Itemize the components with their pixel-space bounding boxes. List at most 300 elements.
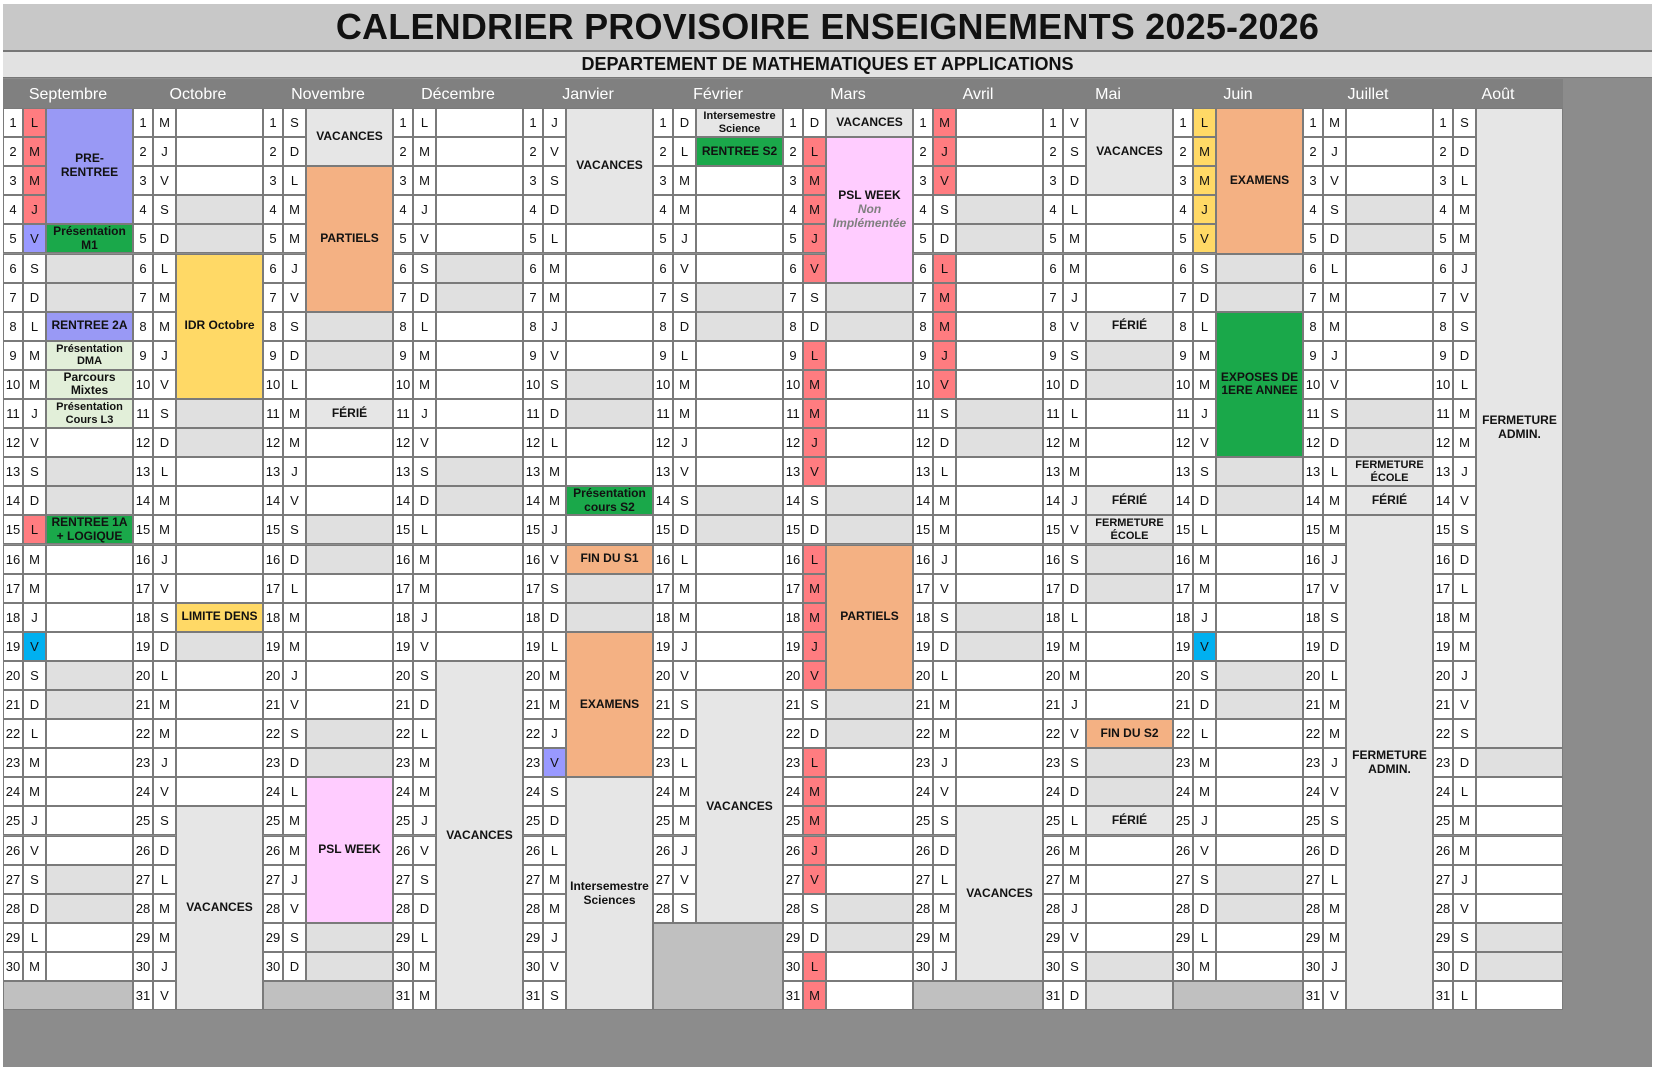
day-letter: J: [1323, 545, 1346, 574]
activity-cell: [176, 632, 263, 661]
day-number: 1: [1043, 108, 1063, 137]
day-letter: M: [543, 486, 566, 515]
activity-cell: [46, 283, 133, 312]
event-label: EXAMENS: [1229, 172, 1290, 187]
event-label: VACANCES: [966, 885, 1033, 900]
day-number: 27: [3, 865, 23, 894]
day-number: 22: [133, 719, 153, 748]
activity-cell: [176, 515, 263, 544]
day-number: 6: [783, 254, 803, 283]
day-number: 10: [653, 370, 673, 399]
day-number: 30: [523, 952, 543, 981]
day-letter: D: [933, 632, 956, 661]
day-letter: J: [543, 719, 566, 748]
activity-cell: [1086, 865, 1173, 894]
day-number: 30: [263, 952, 283, 981]
day-number: 13: [783, 457, 803, 486]
activity-cell: [436, 457, 523, 486]
day-letter: D: [803, 515, 826, 544]
event-label: FÉRIÉ: [331, 405, 368, 420]
day-letter: M: [153, 690, 176, 719]
day-letter: J: [153, 748, 176, 777]
day-number: 15: [263, 515, 283, 544]
day-number: 2: [133, 137, 153, 166]
day-number: 12: [783, 428, 803, 457]
event-block: [1086, 806, 1173, 835]
event-label: VACANCES: [186, 900, 253, 915]
day-letter: M: [1453, 428, 1476, 457]
activity-cell: [956, 690, 1043, 719]
day-letter: M: [153, 283, 176, 312]
day-letter: J: [803, 224, 826, 253]
day-letter: S: [1063, 341, 1086, 370]
activity-cell: [46, 865, 133, 894]
activity-cell: [1216, 283, 1303, 312]
day-number: 23: [393, 748, 413, 777]
activity-cell: [1476, 777, 1563, 806]
day-number: 2: [1043, 137, 1063, 166]
day-letter: J: [1193, 806, 1216, 835]
day-letter: J: [1323, 137, 1346, 166]
day-letter: V: [803, 865, 826, 894]
day-letter: M: [413, 981, 436, 1010]
day-letter: J: [1323, 952, 1346, 981]
day-letter: S: [1063, 137, 1086, 166]
day-number: 8: [133, 312, 153, 341]
activity-cell: [176, 661, 263, 690]
activity-cell: [1216, 952, 1303, 981]
day-number: 7: [1433, 283, 1453, 312]
month-header: Août: [1433, 79, 1563, 111]
day-number: 16: [133, 545, 153, 574]
activity-cell: [1346, 137, 1433, 166]
day-number: 17: [783, 574, 803, 603]
day-letter: J: [803, 428, 826, 457]
day-number: 2: [393, 137, 413, 166]
activity-cell: [306, 428, 393, 457]
day-letter: L: [283, 574, 306, 603]
day-number: 4: [393, 195, 413, 224]
day-letter: M: [1323, 108, 1346, 137]
day-number: 28: [1173, 894, 1193, 923]
day-number: 28: [1303, 894, 1323, 923]
day-number: 1: [1303, 108, 1323, 137]
day-number: 1: [133, 108, 153, 137]
day-number: 20: [3, 661, 23, 690]
activity-cell: [176, 545, 263, 574]
day-letter: J: [543, 923, 566, 952]
day-number: 31: [523, 981, 543, 1010]
day-letter: M: [153, 719, 176, 748]
day-letter: D: [673, 719, 696, 748]
day-letter: M: [1323, 515, 1346, 544]
day-number: 14: [913, 486, 933, 515]
day-letter: D: [283, 545, 306, 574]
event-block: [1476, 108, 1563, 748]
event-block: [566, 777, 653, 1010]
day-letter: D: [1323, 428, 1346, 457]
event-block: [1346, 486, 1433, 515]
day-number: 19: [523, 632, 543, 661]
day-number: 11: [1043, 399, 1063, 428]
day-number: 11: [1433, 399, 1453, 428]
day-letter: M: [1063, 428, 1086, 457]
activity-cell: [306, 603, 393, 632]
activity-cell: [826, 836, 913, 865]
day-number: 8: [3, 312, 23, 341]
day-letter: M: [23, 166, 46, 195]
activity-cell: [696, 224, 783, 253]
day-letter: S: [1453, 719, 1476, 748]
day-letter: D: [1453, 341, 1476, 370]
day-letter: D: [283, 748, 306, 777]
day-number: 6: [393, 254, 413, 283]
day-letter: S: [673, 486, 696, 515]
activity-cell: [176, 195, 263, 224]
day-letter: J: [933, 137, 956, 166]
activity-cell: [1086, 283, 1173, 312]
day-letter: D: [543, 603, 566, 632]
event-label: Présentation Cours L3: [56, 400, 123, 426]
day-number: 25: [1433, 806, 1453, 835]
day-letter: L: [1063, 195, 1086, 224]
day-number: 5: [783, 224, 803, 253]
activity-cell: [436, 254, 523, 283]
day-number: 25: [653, 806, 673, 835]
day-number: 8: [913, 312, 933, 341]
day-letter: S: [153, 399, 176, 428]
day-number: 18: [1433, 603, 1453, 632]
day-letter: V: [1193, 428, 1216, 457]
event-label: Intersemestre Sciences: [570, 878, 649, 907]
event-block: [306, 399, 393, 428]
month-header: Janvier: [523, 79, 653, 111]
activity-cell: [1216, 545, 1303, 574]
day-number: 8: [1173, 312, 1193, 341]
day-letter: M: [1323, 894, 1346, 923]
day-number: 30: [133, 952, 153, 981]
day-number: 14: [523, 486, 543, 515]
day-letter: S: [23, 661, 46, 690]
event-label: EXAMENS: [579, 696, 640, 711]
day-letter: M: [153, 312, 176, 341]
activity-cell: [306, 923, 393, 952]
day-number: 19: [133, 632, 153, 661]
day-number: 3: [783, 166, 803, 195]
activity-cell: [566, 224, 653, 253]
day-letter: J: [1063, 283, 1086, 312]
event-block: [306, 108, 393, 166]
month-header: Juillet: [1303, 79, 1433, 111]
activity-cell: [1346, 341, 1433, 370]
day-number: 6: [1433, 254, 1453, 283]
activity-cell: [436, 370, 523, 399]
day-number: 5: [1303, 224, 1323, 253]
day-number: 14: [1173, 486, 1193, 515]
activity-cell: [826, 806, 913, 835]
day-letter: S: [803, 690, 826, 719]
day-number: 21: [133, 690, 153, 719]
empty-filler: [913, 981, 1043, 1010]
day-number: 25: [133, 806, 153, 835]
day-number: 18: [393, 603, 413, 632]
day-letter: M: [933, 108, 956, 137]
activity-cell: [436, 312, 523, 341]
day-letter: L: [1063, 603, 1086, 632]
day-letter: V: [543, 748, 566, 777]
day-letter: L: [543, 632, 566, 661]
day-letter: J: [23, 603, 46, 632]
activity-cell: [826, 399, 913, 428]
activity-cell: [1086, 923, 1173, 952]
day-number: 3: [393, 166, 413, 195]
activity-cell: [1086, 777, 1173, 806]
day-number: 13: [3, 457, 23, 486]
day-number: 21: [1303, 690, 1323, 719]
day-letter: J: [673, 428, 696, 457]
event-block: [566, 545, 653, 574]
day-letter: V: [1063, 108, 1086, 137]
day-letter: L: [1063, 806, 1086, 835]
day-letter: M: [413, 341, 436, 370]
day-number: 26: [783, 836, 803, 865]
activity-cell: [436, 108, 523, 137]
day-number: 26: [913, 836, 933, 865]
day-number: 20: [263, 661, 283, 690]
day-letter: D: [1193, 486, 1216, 515]
day-letter: D: [1453, 545, 1476, 574]
day-number: 12: [263, 428, 283, 457]
day-letter: S: [413, 865, 436, 894]
day-letter: D: [1323, 836, 1346, 865]
day-letter: S: [543, 981, 566, 1010]
activity-cell: [46, 836, 133, 865]
day-letter: M: [153, 923, 176, 952]
day-number: 31: [133, 981, 153, 1010]
activity-cell: [696, 545, 783, 574]
day-letter: V: [1323, 370, 1346, 399]
day-number: 26: [393, 836, 413, 865]
day-letter: M: [23, 341, 46, 370]
day-number: 28: [523, 894, 543, 923]
day-number: 7: [263, 283, 283, 312]
day-letter: M: [803, 370, 826, 399]
day-letter: J: [153, 341, 176, 370]
day-letter: M: [803, 777, 826, 806]
day-letter: L: [803, 545, 826, 574]
activity-cell: [436, 603, 523, 632]
activity-cell: [306, 952, 393, 981]
day-letter: M: [803, 574, 826, 603]
day-letter: M: [1193, 574, 1216, 603]
day-letter: V: [1193, 836, 1216, 865]
day-letter: V: [543, 341, 566, 370]
day-number: 5: [913, 224, 933, 253]
day-number: 26: [523, 836, 543, 865]
day-number: 9: [1433, 341, 1453, 370]
day-letter: L: [23, 108, 46, 137]
activity-cell: [1086, 341, 1173, 370]
day-letter: M: [413, 748, 436, 777]
day-letter: M: [153, 894, 176, 923]
day-letter: S: [933, 195, 956, 224]
event-block: [1086, 515, 1173, 544]
day-number: 5: [1043, 224, 1063, 253]
day-letter: M: [1193, 166, 1216, 195]
day-number: 28: [393, 894, 413, 923]
activity-cell: [696, 370, 783, 399]
day-number: 25: [783, 806, 803, 835]
activity-cell: [1216, 690, 1303, 719]
activity-cell: [566, 283, 653, 312]
day-letter: L: [803, 952, 826, 981]
day-number: 5: [653, 224, 673, 253]
day-letter: L: [1323, 254, 1346, 283]
day-letter: S: [283, 312, 306, 341]
day-letter: J: [1453, 457, 1476, 486]
day-letter: M: [543, 661, 566, 690]
event-block: [826, 137, 913, 283]
day-number: 12: [1433, 428, 1453, 457]
day-number: 23: [913, 748, 933, 777]
day-letter: M: [1063, 836, 1086, 865]
day-number: 5: [263, 224, 283, 253]
day-letter: L: [933, 661, 956, 690]
day-letter: L: [153, 254, 176, 283]
day-letter: J: [23, 399, 46, 428]
event-sublabel: Non Implémentée: [832, 201, 907, 230]
day-number: 26: [1173, 836, 1193, 865]
activity-cell: [1216, 515, 1303, 544]
event-label: RENTREE 1A + LOGIQUE: [51, 515, 128, 543]
day-number: 18: [523, 603, 543, 632]
day-number: 13: [1303, 457, 1323, 486]
day-number: 9: [913, 341, 933, 370]
day-number: 18: [1303, 603, 1323, 632]
day-number: 8: [393, 312, 413, 341]
day-number: 21: [523, 690, 543, 719]
day-number: 30: [3, 952, 23, 981]
day-number: 26: [1303, 836, 1323, 865]
day-letter: S: [153, 806, 176, 835]
activity-cell: [176, 457, 263, 486]
day-letter: V: [153, 370, 176, 399]
day-number: 10: [1043, 370, 1063, 399]
activity-cell: [436, 341, 523, 370]
activity-cell: [176, 748, 263, 777]
day-letter: S: [1453, 515, 1476, 544]
event-block: [696, 108, 783, 137]
day-letter: V: [933, 574, 956, 603]
day-letter: J: [1323, 341, 1346, 370]
day-number: 13: [913, 457, 933, 486]
day-letter: L: [283, 166, 306, 195]
day-number: 12: [1303, 428, 1323, 457]
day-number: 11: [133, 399, 153, 428]
day-letter: D: [413, 283, 436, 312]
activity-cell: [46, 923, 133, 952]
event-block: [826, 545, 913, 691]
day-letter: L: [413, 923, 436, 952]
event-label: EXPOSES DE 1ERE ANNEE: [1220, 369, 1299, 398]
event-label: FIN DU S2: [1100, 725, 1159, 740]
day-number: 3: [1173, 166, 1193, 195]
day-number: 8: [263, 312, 283, 341]
day-letter: L: [803, 137, 826, 166]
activity-cell: [1086, 952, 1173, 981]
day-letter: M: [1453, 603, 1476, 632]
day-letter: M: [413, 370, 436, 399]
activity-cell: [46, 254, 133, 283]
day-number: 19: [1173, 632, 1193, 661]
day-letter: M: [543, 865, 566, 894]
day-number: 24: [1043, 777, 1063, 806]
event-label: Intersemestre Science: [703, 109, 776, 135]
day-letter: D: [1193, 283, 1216, 312]
day-number: 22: [263, 719, 283, 748]
day-letter: D: [413, 486, 436, 515]
day-number: 1: [1173, 108, 1193, 137]
day-number: 4: [523, 195, 543, 224]
day-number: 22: [653, 719, 673, 748]
day-number: 25: [523, 806, 543, 835]
day-letter: V: [1323, 166, 1346, 195]
day-letter: J: [933, 341, 956, 370]
day-number: 16: [783, 545, 803, 574]
day-letter: V: [23, 632, 46, 661]
activity-cell: [436, 195, 523, 224]
day-letter: S: [413, 457, 436, 486]
day-number: 31: [1043, 981, 1063, 1010]
day-number: 2: [783, 137, 803, 166]
activity-cell: [956, 545, 1043, 574]
event-block: [436, 661, 523, 1010]
day-letter: V: [1193, 224, 1216, 253]
day-number: 11: [393, 399, 413, 428]
activity-cell: [46, 486, 133, 515]
day-number: 9: [133, 341, 153, 370]
day-letter: L: [283, 370, 306, 399]
day-letter: J: [1193, 195, 1216, 224]
activity-cell: [436, 545, 523, 574]
activity-cell: [826, 981, 913, 1010]
day-letter: M: [673, 806, 696, 835]
day-letter: L: [1193, 923, 1216, 952]
activity-cell: [956, 515, 1043, 544]
day-letter: V: [413, 428, 436, 457]
day-letter: M: [153, 486, 176, 515]
empty-filler: [263, 981, 393, 1010]
activity-cell: [566, 457, 653, 486]
day-letter: M: [283, 195, 306, 224]
day-letter: S: [153, 195, 176, 224]
month-header: Février: [653, 79, 783, 111]
day-number: 29: [783, 923, 803, 952]
activity-cell: [176, 399, 263, 428]
activity-cell: [306, 661, 393, 690]
day-letter: M: [543, 690, 566, 719]
day-number: 26: [1433, 836, 1453, 865]
activity-cell: [46, 545, 133, 574]
day-letter: V: [543, 137, 566, 166]
day-letter: M: [1063, 661, 1086, 690]
activity-cell: [306, 690, 393, 719]
activity-cell: [1476, 836, 1563, 865]
day-number: 16: [3, 545, 23, 574]
day-number: 2: [523, 137, 543, 166]
event-label: FERMETURE ÉCOLE: [1355, 459, 1424, 484]
activity-cell: [1476, 806, 1563, 835]
